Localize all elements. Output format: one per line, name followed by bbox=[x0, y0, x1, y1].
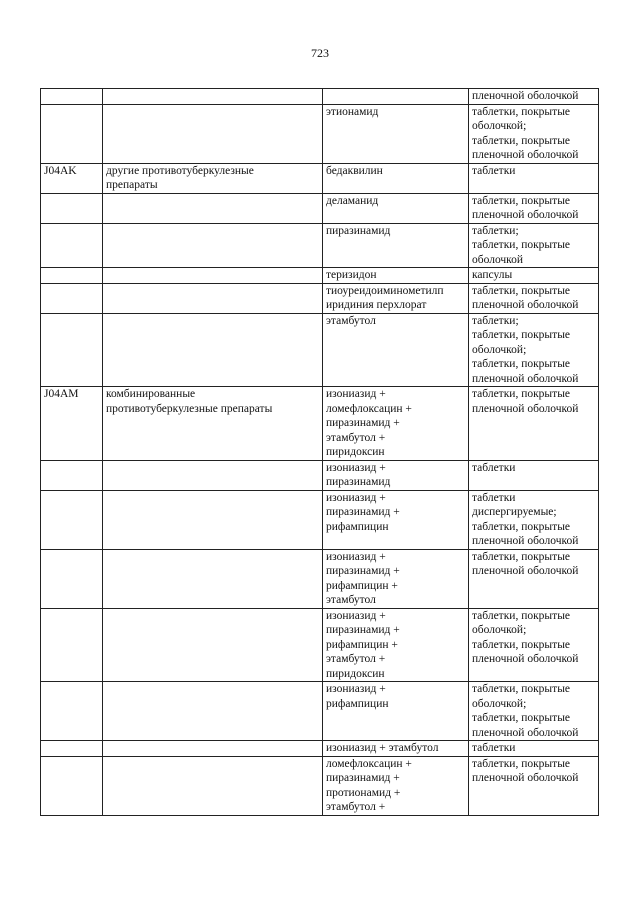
table-row bbox=[41, 89, 599, 105]
dosage-form-cell: таблетки диспергируемые; таблетки, покрытые пленочной оболочкой bbox=[469, 490, 599, 549]
drug-cell: изониазид + этамбутол bbox=[323, 741, 469, 757]
table-row bbox=[41, 163, 599, 193]
atc-code-cell bbox=[41, 104, 103, 163]
atc-code-cell bbox=[41, 89, 103, 105]
dosage-form-cell: таблетки; таблетки, покрытые оболочкой bbox=[469, 223, 599, 268]
drug-cell: изониазид + пиразинамид + рифампицин + этамбутол + пиридоксин bbox=[323, 608, 469, 682]
dosage-form-cell: таблетки, покрытые оболочкой; таблетки, покрытые пленочной оболочкой bbox=[469, 608, 599, 682]
group-cell bbox=[103, 193, 323, 223]
group-cell bbox=[103, 223, 323, 268]
group-cell bbox=[103, 756, 323, 815]
group-cell bbox=[103, 682, 323, 741]
atc-code-cell bbox=[41, 460, 103, 490]
table-row bbox=[41, 490, 599, 549]
dosage-form-cell: таблетки, покрытые пленочной оболочкой bbox=[469, 756, 599, 815]
dosage-form-cell: таблетки; таблетки, покрытые оболочкой; таблетки, покрытые пленочной оболочкой bbox=[469, 313, 599, 387]
dosage-form-cell: таблетки, покрытые пленочной оболочкой bbox=[469, 193, 599, 223]
drug-cell: этамбутол bbox=[323, 313, 469, 387]
dosage-form-cell: таблетки, покрытые оболочкой; таблетки, покрытые пленочной оболочкой bbox=[469, 104, 599, 163]
table-row bbox=[41, 104, 599, 163]
drug-cell: деламанид bbox=[323, 193, 469, 223]
dosage-form-cell: таблетки, покрытые пленочной оболочкой bbox=[469, 549, 599, 608]
drug-cell: изониазид + ломефлоксацин + пиразинамид + этамбутол + пиридоксин bbox=[323, 387, 469, 461]
group-cell bbox=[103, 490, 323, 549]
atc-code-cell: J04AK bbox=[41, 163, 103, 193]
table-row bbox=[41, 549, 599, 608]
medication-table-body bbox=[41, 89, 599, 816]
atc-code-cell bbox=[41, 756, 103, 815]
atc-code-cell: J04AM bbox=[41, 387, 103, 461]
dosage-form-cell: таблетки, покрытые пленочной оболочкой bbox=[469, 283, 599, 313]
group-cell bbox=[103, 608, 323, 682]
dosage-form-cell: таблетки bbox=[469, 741, 599, 757]
atc-code-cell bbox=[41, 549, 103, 608]
dosage-form-cell: капсулы bbox=[469, 268, 599, 284]
group-cell bbox=[103, 283, 323, 313]
dosage-form-cell: таблетки bbox=[469, 460, 599, 490]
page-number: 723 bbox=[311, 46, 329, 60]
table-row bbox=[41, 460, 599, 490]
drug-cell: изониазид + пиразинамид + рифампицин + этамбутол bbox=[323, 549, 469, 608]
drug-cell: этионамид bbox=[323, 104, 469, 163]
drug-cell: изониазид + пиразинамид bbox=[323, 460, 469, 490]
medication-table bbox=[40, 88, 599, 816]
table-row bbox=[41, 756, 599, 815]
group-cell bbox=[103, 104, 323, 163]
group-cell bbox=[103, 89, 323, 105]
table-row bbox=[41, 741, 599, 757]
atc-code-cell bbox=[41, 313, 103, 387]
group-cell bbox=[103, 549, 323, 608]
atc-code-cell bbox=[41, 490, 103, 549]
dosage-form-cell: таблетки, покрытые оболочкой; таблетки, покрытые пленочной оболочкой bbox=[469, 682, 599, 741]
table-row bbox=[41, 682, 599, 741]
group-cell bbox=[103, 741, 323, 757]
table-row bbox=[41, 387, 599, 461]
table-row bbox=[41, 608, 599, 682]
atc-code-cell bbox=[41, 223, 103, 268]
dosage-form-cell: пленочной оболочкой bbox=[469, 89, 599, 105]
atc-code-cell bbox=[41, 283, 103, 313]
drug-cell: пиразинамид bbox=[323, 223, 469, 268]
group-cell bbox=[103, 268, 323, 284]
dosage-form-cell: таблетки bbox=[469, 163, 599, 193]
drug-cell: бедаквилин bbox=[323, 163, 469, 193]
table-row bbox=[41, 223, 599, 268]
group-cell: другие противотуберкулезные препараты bbox=[103, 163, 323, 193]
dosage-form-cell: таблетки, покрытые пленочной оболочкой bbox=[469, 387, 599, 461]
atc-code-cell bbox=[41, 741, 103, 757]
drug-cell: изониазид + пиразинамид + рифампицин bbox=[323, 490, 469, 549]
atc-code-cell bbox=[41, 268, 103, 284]
drug-cell: тиоуреидоиминометилп иридиния перхлорат bbox=[323, 283, 469, 313]
table-row bbox=[41, 283, 599, 313]
drug-cell: изониазид + рифампицин bbox=[323, 682, 469, 741]
group-cell bbox=[103, 460, 323, 490]
table-row bbox=[41, 313, 599, 387]
group-cell: комбинированные противотуберкулезные препараты bbox=[103, 387, 323, 461]
drug-cell: теризидон bbox=[323, 268, 469, 284]
atc-code-cell bbox=[41, 682, 103, 741]
table-row bbox=[41, 193, 599, 223]
drug-cell: ломефлоксацин + пиразинамид + протионамид + этамбутол + bbox=[323, 756, 469, 815]
atc-code-cell bbox=[41, 608, 103, 682]
atc-code-cell bbox=[41, 193, 103, 223]
group-cell bbox=[103, 313, 323, 387]
table-row bbox=[41, 268, 599, 284]
drug-cell bbox=[323, 89, 469, 105]
